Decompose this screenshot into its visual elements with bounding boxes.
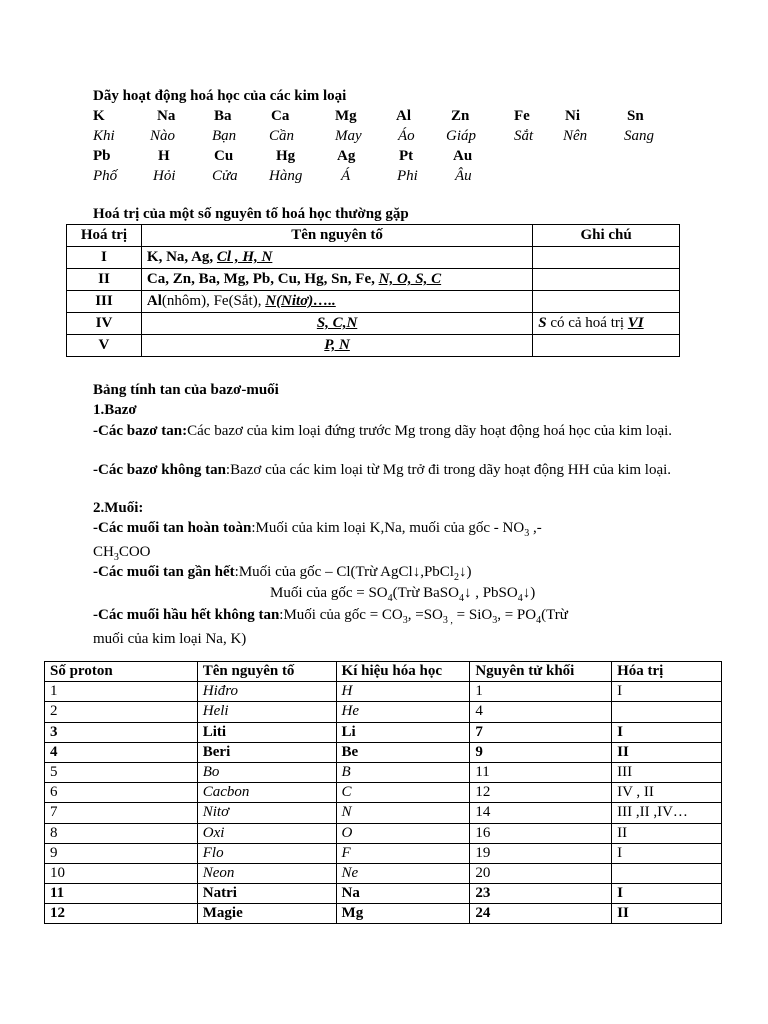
metal-symbol: Ca — [271, 108, 290, 124]
valence-row — [67, 313, 680, 335]
salt3-sub: 3 — [402, 615, 408, 626]
proton-number: 7 — [45, 803, 198, 823]
salt2-label: -Các muối tan gần hết — [93, 564, 235, 580]
table-row — [45, 803, 722, 823]
elements-body — [45, 682, 722, 924]
valence-elements — [141, 313, 532, 335]
element-symbol: Na — [336, 884, 470, 904]
base-insoluble-text: :Bazơ của các kim loại từ Mg trở đi trong dãy hoạt động HH của kim loại. — [225, 462, 672, 478]
down-arrow-icon: ↓ — [522, 585, 531, 601]
proton-number: 4 — [45, 742, 198, 762]
metal-symbol: Ni — [565, 108, 580, 124]
table-row — [45, 904, 722, 924]
salt1-text2: ,- — [529, 520, 542, 536]
element-name: Flo — [197, 843, 336, 863]
valence-value: V — [67, 335, 142, 357]
activity-row2-mnemonic — [0, 168, 768, 188]
salt3-text-a: :Muối của gốc = CO — [279, 607, 403, 623]
element-name: Cacbon — [197, 783, 336, 803]
atomic-mass: 16 — [470, 823, 612, 843]
table-row — [45, 884, 722, 904]
mnemonic-word: Cần — [269, 128, 295, 144]
element-valence — [612, 863, 722, 883]
salt3-text-c: = SiO — [452, 607, 493, 623]
mnemonic-word: Giáp — [446, 128, 476, 144]
salt2-line2sub: 4 — [387, 593, 393, 604]
metal-symbol: Cu — [214, 148, 234, 164]
down-arrow-icon: ↓ — [458, 564, 467, 580]
element-symbol: O — [336, 823, 470, 843]
element-name: Heli — [197, 702, 336, 722]
proton-number: 5 — [45, 762, 198, 782]
element-name: Nitơ — [197, 803, 336, 823]
elements-plain: Al — [146, 293, 162, 309]
mnemonic-word: Âu — [455, 168, 472, 184]
salt2-sub: 2 — [453, 572, 459, 583]
valence-value: I — [67, 247, 142, 269]
mnemonic-word: Áo — [398, 128, 415, 144]
metal-symbol: Sn — [627, 108, 644, 124]
element-symbol: Be — [336, 742, 470, 762]
note-text: có cả hoá trị — [546, 315, 628, 331]
salt2-line2 — [270, 584, 690, 608]
salt1-para — [93, 519, 683, 567]
salt3-sub: 3 , — [442, 615, 453, 626]
valence-row — [67, 291, 680, 313]
base-heading: 1.Bazơ — [93, 402, 137, 418]
element-name: Bo — [197, 762, 336, 782]
salt2-text-b: ,PbCl — [420, 564, 454, 580]
metal-symbol: Al — [396, 108, 411, 124]
salt1-line2sub: 3 — [113, 552, 119, 563]
element-name: Neon — [197, 863, 336, 883]
salt3-label: -Các muối hầu hết không tan — [93, 607, 280, 623]
valence-elements — [141, 291, 532, 313]
elements-plain: K, Na, Ag, — [146, 249, 217, 265]
elements-emph: N(Nitơ)….. — [265, 293, 336, 309]
note-valence: VI — [627, 315, 644, 331]
metal-symbol: Pt — [399, 148, 414, 164]
activity-series-title: Dãy hoạt động hoá học của các kim loại — [93, 88, 347, 104]
activity-row1-symbols — [0, 108, 768, 128]
mnemonic-word: Á — [341, 168, 351, 184]
elements-col-header: Hóa trị — [612, 662, 722, 682]
element-valence: I — [612, 843, 722, 863]
valence-note — [533, 291, 680, 313]
mnemonic-word: May — [335, 128, 362, 144]
salt3-line2: muối của kim loại Na, K) — [93, 631, 247, 647]
base-insoluble-para — [93, 461, 683, 480]
element-name: Beri — [197, 742, 336, 762]
salt1-text: :Muối của kim loại K,Na, muối của gốc - NO — [251, 520, 525, 536]
valence-table — [66, 224, 680, 357]
element-symbol: B — [336, 762, 470, 782]
element-symbol: He — [336, 702, 470, 722]
element-name: Natri — [197, 884, 336, 904]
valence-note — [533, 313, 680, 335]
valence-value: III — [67, 291, 142, 313]
valence-elements — [141, 269, 532, 291]
valence-value: IV — [67, 313, 142, 335]
elements-col-header: Kí hiệu hóa học — [336, 662, 470, 682]
element-name: Oxi — [197, 823, 336, 843]
valence-col-header: Tên nguyên tố — [141, 225, 532, 247]
mnemonic-word: Nào — [150, 128, 176, 144]
mnemonic-word: Phi — [397, 168, 418, 184]
proton-number: 1 — [45, 682, 198, 702]
proton-number: 2 — [45, 702, 198, 722]
table-row — [45, 863, 722, 883]
atomic-mass: 4 — [470, 702, 612, 722]
activity-row1-mnemonic — [0, 128, 768, 148]
proton-number: 12 — [45, 904, 198, 924]
element-valence: III — [612, 762, 722, 782]
elements-col-header: Nguyên tử khối — [470, 662, 612, 682]
salt3-para — [93, 606, 683, 649]
valence-elements — [141, 335, 532, 357]
elements-emph: P, N — [324, 337, 350, 353]
activity-row2-symbols — [0, 148, 768, 168]
salt1-sub: 3 — [524, 528, 530, 539]
salt3-text-e: (Trừ — [541, 607, 568, 623]
metal-symbol: H — [158, 148, 170, 164]
metal-symbol: K — [93, 108, 105, 124]
atomic-mass: 14 — [470, 803, 612, 823]
down-arrow-icon: ↓ — [412, 564, 421, 580]
atomic-mass: 1 — [470, 682, 612, 702]
element-symbol: N — [336, 803, 470, 823]
metal-symbol: Ag — [337, 148, 356, 164]
salt2-line2d: ) — [530, 585, 536, 601]
salt1-label: -Các muối tan hoàn toàn — [93, 520, 252, 536]
proton-number: 8 — [45, 823, 198, 843]
note-symbol: S — [538, 315, 547, 331]
salt-heading: 2.Muối: — [93, 500, 144, 516]
element-name: Liti — [197, 722, 336, 742]
atomic-mass: 20 — [470, 863, 612, 883]
atomic-mass: 12 — [470, 783, 612, 803]
atomic-mass: 11 — [470, 762, 612, 782]
element-valence: I — [612, 884, 722, 904]
metal-symbol: Hg — [276, 148, 296, 164]
element-symbol: Ne — [336, 863, 470, 883]
elements-table — [44, 661, 722, 924]
salt3-text-b: , =SO — [407, 607, 443, 623]
mnemonic-word: Bạn — [212, 128, 237, 144]
table-row — [45, 742, 722, 762]
element-valence: II — [612, 823, 722, 843]
element-valence — [612, 702, 722, 722]
metal-symbol: Na — [157, 108, 176, 124]
elements-plain: Ca, Zn, Ba, Mg, Pb, Cu, Hg, Sn, Fe, — [146, 271, 379, 287]
element-valence: III ,II ,IV… — [612, 803, 722, 823]
proton-number: 9 — [45, 843, 198, 863]
mnemonic-word: Sang — [624, 128, 654, 144]
proton-number: 11 — [45, 884, 198, 904]
salt2-line2b: (Trừ BaSO — [392, 585, 459, 601]
base-soluble-label: -Các bazơ tan: — [93, 423, 188, 439]
proton-number: 6 — [45, 783, 198, 803]
valence-header-row — [67, 225, 680, 247]
salt1-line2a: CH — [93, 544, 114, 560]
element-symbol: H — [336, 682, 470, 702]
mnemonic-word: Sắt — [514, 128, 534, 144]
atomic-mass: 24 — [470, 904, 612, 924]
valence-value: II — [67, 269, 142, 291]
valence-elements — [141, 247, 532, 269]
valence-note — [533, 335, 680, 357]
atomic-mass: 19 — [470, 843, 612, 863]
element-valence: I — [612, 722, 722, 742]
table-row — [45, 722, 722, 742]
elements-emph: S, C,N — [316, 315, 358, 331]
down-arrow-icon: ↓ — [463, 585, 472, 601]
salt2-text-a: :Muối của gốc – Cl(Trừ AgCl — [234, 564, 413, 580]
metal-symbol: Au — [453, 148, 473, 164]
metal-symbol: Pb — [93, 148, 111, 164]
solubility-title: Bảng tính tan của bazơ-muối — [93, 382, 279, 398]
mnemonic-word: Hỏi — [153, 168, 176, 184]
valence-note — [533, 269, 680, 291]
salt2-line2a: Muối của gốc = SO — [270, 585, 388, 601]
element-valence: I — [612, 682, 722, 702]
elements-emph: N, O, S, C — [378, 271, 442, 287]
elements-col-header: Tên nguyên tố — [197, 662, 336, 682]
base-insoluble-label: -Các bazơ không tan — [93, 462, 226, 478]
proton-number: 10 — [45, 863, 198, 883]
table-row — [45, 823, 722, 843]
table-row — [45, 682, 722, 702]
atomic-mass: 9 — [470, 742, 612, 762]
elements-emph: Cl , H, N — [216, 249, 273, 265]
element-name: Hiđro — [197, 682, 336, 702]
mnemonic-word: Khi — [93, 128, 115, 144]
element-symbol: Mg — [336, 904, 470, 924]
atomic-mass: 7 — [470, 722, 612, 742]
valence-row — [67, 335, 680, 357]
valence-row — [67, 247, 680, 269]
salt2-text-c: ) — [466, 564, 472, 580]
table-row — [45, 783, 722, 803]
element-valence: II — [612, 742, 722, 762]
atomic-mass: 23 — [470, 884, 612, 904]
mnemonic-word: Nên — [563, 128, 588, 144]
valence-title: Hoá trị của một số nguyên tố hoá học thường gặp — [93, 206, 409, 222]
element-valence: II — [612, 904, 722, 924]
salt2-line2c: , PbSO — [471, 585, 518, 601]
salt3-text-d: , = PO — [497, 607, 537, 623]
base-soluble-para — [93, 422, 683, 441]
table-row — [45, 843, 722, 863]
base-soluble-text: Các bazơ của kim loại đứng trước Mg trong dãy hoạt động hoá học của kim loại. — [187, 423, 673, 439]
valence-row — [67, 269, 680, 291]
metal-symbol: Fe — [514, 108, 530, 124]
mnemonic-word: Cửa — [212, 168, 238, 184]
metal-symbol: Mg — [335, 108, 357, 124]
element-valence: IV , II — [612, 783, 722, 803]
salt2-line2sub3: 4 — [517, 593, 523, 604]
element-name: Magie — [197, 904, 336, 924]
salt3-sub: 3 — [492, 615, 498, 626]
proton-number: 3 — [45, 722, 198, 742]
elements-plain2: (nhôm), Fe(Sắt), — [161, 293, 266, 309]
table-row — [45, 762, 722, 782]
metal-symbol: Ba — [214, 108, 232, 124]
valence-col-header: Hoá trị — [67, 225, 142, 247]
mnemonic-word: Hàng — [269, 168, 303, 184]
metal-symbol: Zn — [451, 108, 470, 124]
salt3-sub: 4 — [536, 615, 542, 626]
mnemonic-word: Phố — [93, 168, 118, 184]
element-symbol: F — [336, 843, 470, 863]
elements-header-row — [45, 662, 722, 682]
element-symbol: Li — [336, 722, 470, 742]
valence-col-header: Ghi chú — [533, 225, 680, 247]
elements-col-header: Số proton — [45, 662, 198, 682]
valence-note — [533, 247, 680, 269]
salt2-line2sub2: 4 — [458, 593, 464, 604]
element-symbol: C — [336, 783, 470, 803]
table-row — [45, 702, 722, 722]
salt1-line2b: COO — [118, 544, 151, 560]
